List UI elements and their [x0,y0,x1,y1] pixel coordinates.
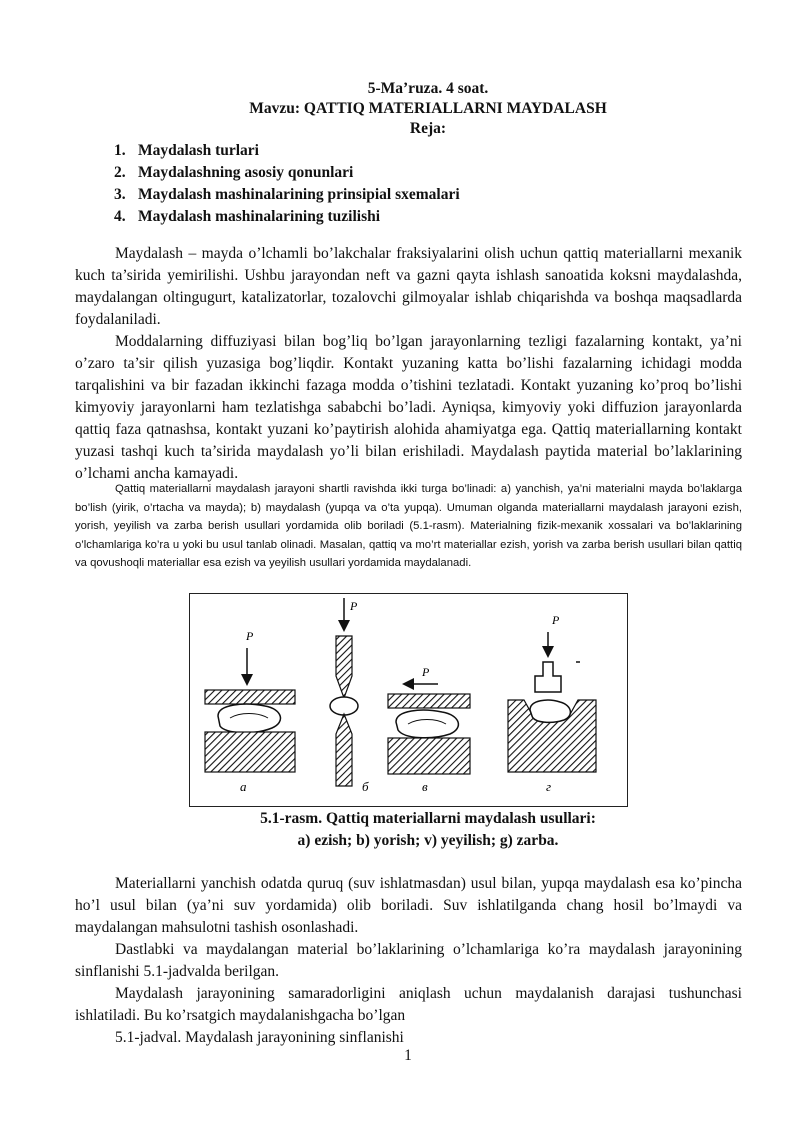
material-piece [396,710,458,738]
label-v: в [422,779,428,794]
paragraph-diffusion: Moddalarning diffuziyasi bilan bog’liq bo’lgan jarayonlarning tezligi fazalarning kontakt, ya’ni o’zaro ta’sir qilish yuzasiga bog’liqdir. Kontakt yuzaning katta bo’lishi fazalarning ichidagi modda tarqalishini va bir fazadan ikkinchi fazaga modda o’tishini tezlatadi. Kontakt yuzaning ko’proq bo’lishi kimyoviy jarayonlarni ham tezlatishga sababchi bo’ladi. Ayniqsa, kimyoviy yoki diffuzion jarayonlarda qattiq faza qatnashsa, kontakt yuzani ko’paytirish alohida ahamiyatga ega. Qattiq materiallarning kontakt yuzasi tashqi kuch ta’sirida maydalash yo’li bilan erishiladi. Maydalash paytida material bo’laklarining o’lchami ancha kamayadi. [75,333,742,482]
force-label: P [246,629,254,643]
figure-caption-title: 5.1-rasm. Qattiq materiallarni maydalash usullari: [260,810,596,827]
plan-item-text: Maydalashning asosiy qonunlari [138,164,354,181]
lower-plate [388,738,470,774]
plan-list [114,140,714,228]
method-b-splitting [330,598,369,794]
page-number: 1 [404,1047,412,1064]
figure-caption-methods: a) ezish; b) yorish; v) yeyilish; g) zarba. [297,832,559,849]
plan-item-text: Maydalash turlari [138,142,259,159]
plan-item [114,206,714,228]
method-g-impact [508,613,596,794]
paragraph-grinding: Materiallarni yanchish odatda quruq (suv ishlatmasdan) usul bilan, yupqa maydalash esa ko’pincha ho’l usul bilan (ya’ni suv yordamida) olib boriladi. Suv ishlatilganda chang hosil bo’lmaydi va maydalangan mahsulotni tashish osonlashadi. [75,875,742,936]
plan-item [114,162,714,184]
label-g: г [546,779,552,794]
material-piece [330,697,358,715]
crushing-methods-diagram [190,594,627,806]
lower-wedge [336,714,352,786]
lower-plate [205,732,295,772]
material-piece [218,704,280,733]
plan-item-text: Maydalash mashinalarining prinsipial sxemalari [138,186,460,203]
material-piece [530,700,570,722]
label-b: б [362,779,369,794]
paragraph-classification: Dastlabki va maydalangan material bo’laklarining o’lchamlariga ko’ra maydalash jarayonining sinflanishi 5.1-jadvalda berilgan. [75,941,742,980]
paragraph-definition: Maydalash – mayda o’lchamli bo’lakchalar fraksiyalarini olish uchun qattiq materiallarni mexanik kuch ta’sirida yemirilishi. Ushbu jarayondan neft va gazni qayta ishlash sanoatida koksni maydalashda, maydalangan oltingugurt, katalizatorlar, tozalovchi gilmoyalar ishlab chiqarishda va boshqa maqsadlarda foydalaniladi. [75,245,742,328]
label-a: а [240,779,247,794]
topic-title: Mavzu: QATTIQ MATERIALLARNI MAYDALASH [249,100,607,117]
force-label: P [350,599,358,613]
figure-crushing-methods [189,593,628,807]
plan-item-number: 1. [114,142,126,159]
plan-item [114,184,714,206]
upper-plate [388,694,470,708]
force-label: P [552,613,560,627]
table-caption: 5.1-jadval. Maydalash jarayonining sinflanishi [115,1029,404,1046]
plan-title: Reja: [409,120,447,137]
upper-wedge [336,636,352,698]
paragraph-types: Qattiq materiallarni maydalash jarayoni shartli ravishda ikki turga bo’linadi: a) yanchish, ya’ni materialni mayda bo’laklarga bo’lish (yirik, o’rtacha va mayda); b) maydalash (yupqa va o’ta yupqa). Umuman olganda materiallarni maydalash jarayoni ezish, yorish, yeyilish va zarba berish usullari yordamida olib boriladi (5.1-rasm). Materialning fizik-mexanik xossalari va bo’laklarining o’lchamlariga ko’ra u yoki bu usul tanlab olinadi. Masalan, qattiq va mo’rt materiallar ezish, yorish va zarba berish usullari bilan qattiq va qovushoqli materiallar esa ezish va yeyilish usullari yordamida maydalanadi. [75,483,742,570]
plan-item-text: Maydalash mashinalarining tuzilishi [138,208,381,225]
hammer [535,662,561,692]
lecture-title: 5-Ma’ruza. 4 soat. [367,80,489,97]
method-v-abrasion [388,665,470,794]
paragraph-efficiency: Maydalash jarayonining samaradorligini aniqlash uchun maydalanish darajasi tushunchasi ishlatiladi. Bu ko’rsatgich maydalanishgacha bo’lgan [75,985,742,1024]
method-a-crushing [205,629,295,794]
plan-item-number: 3. [114,186,126,203]
plan-item-number: 2. [114,164,126,181]
plan-item-number: 4. [114,208,126,225]
plan-item [114,140,714,162]
upper-plate [205,690,295,704]
force-label: P [422,665,430,679]
